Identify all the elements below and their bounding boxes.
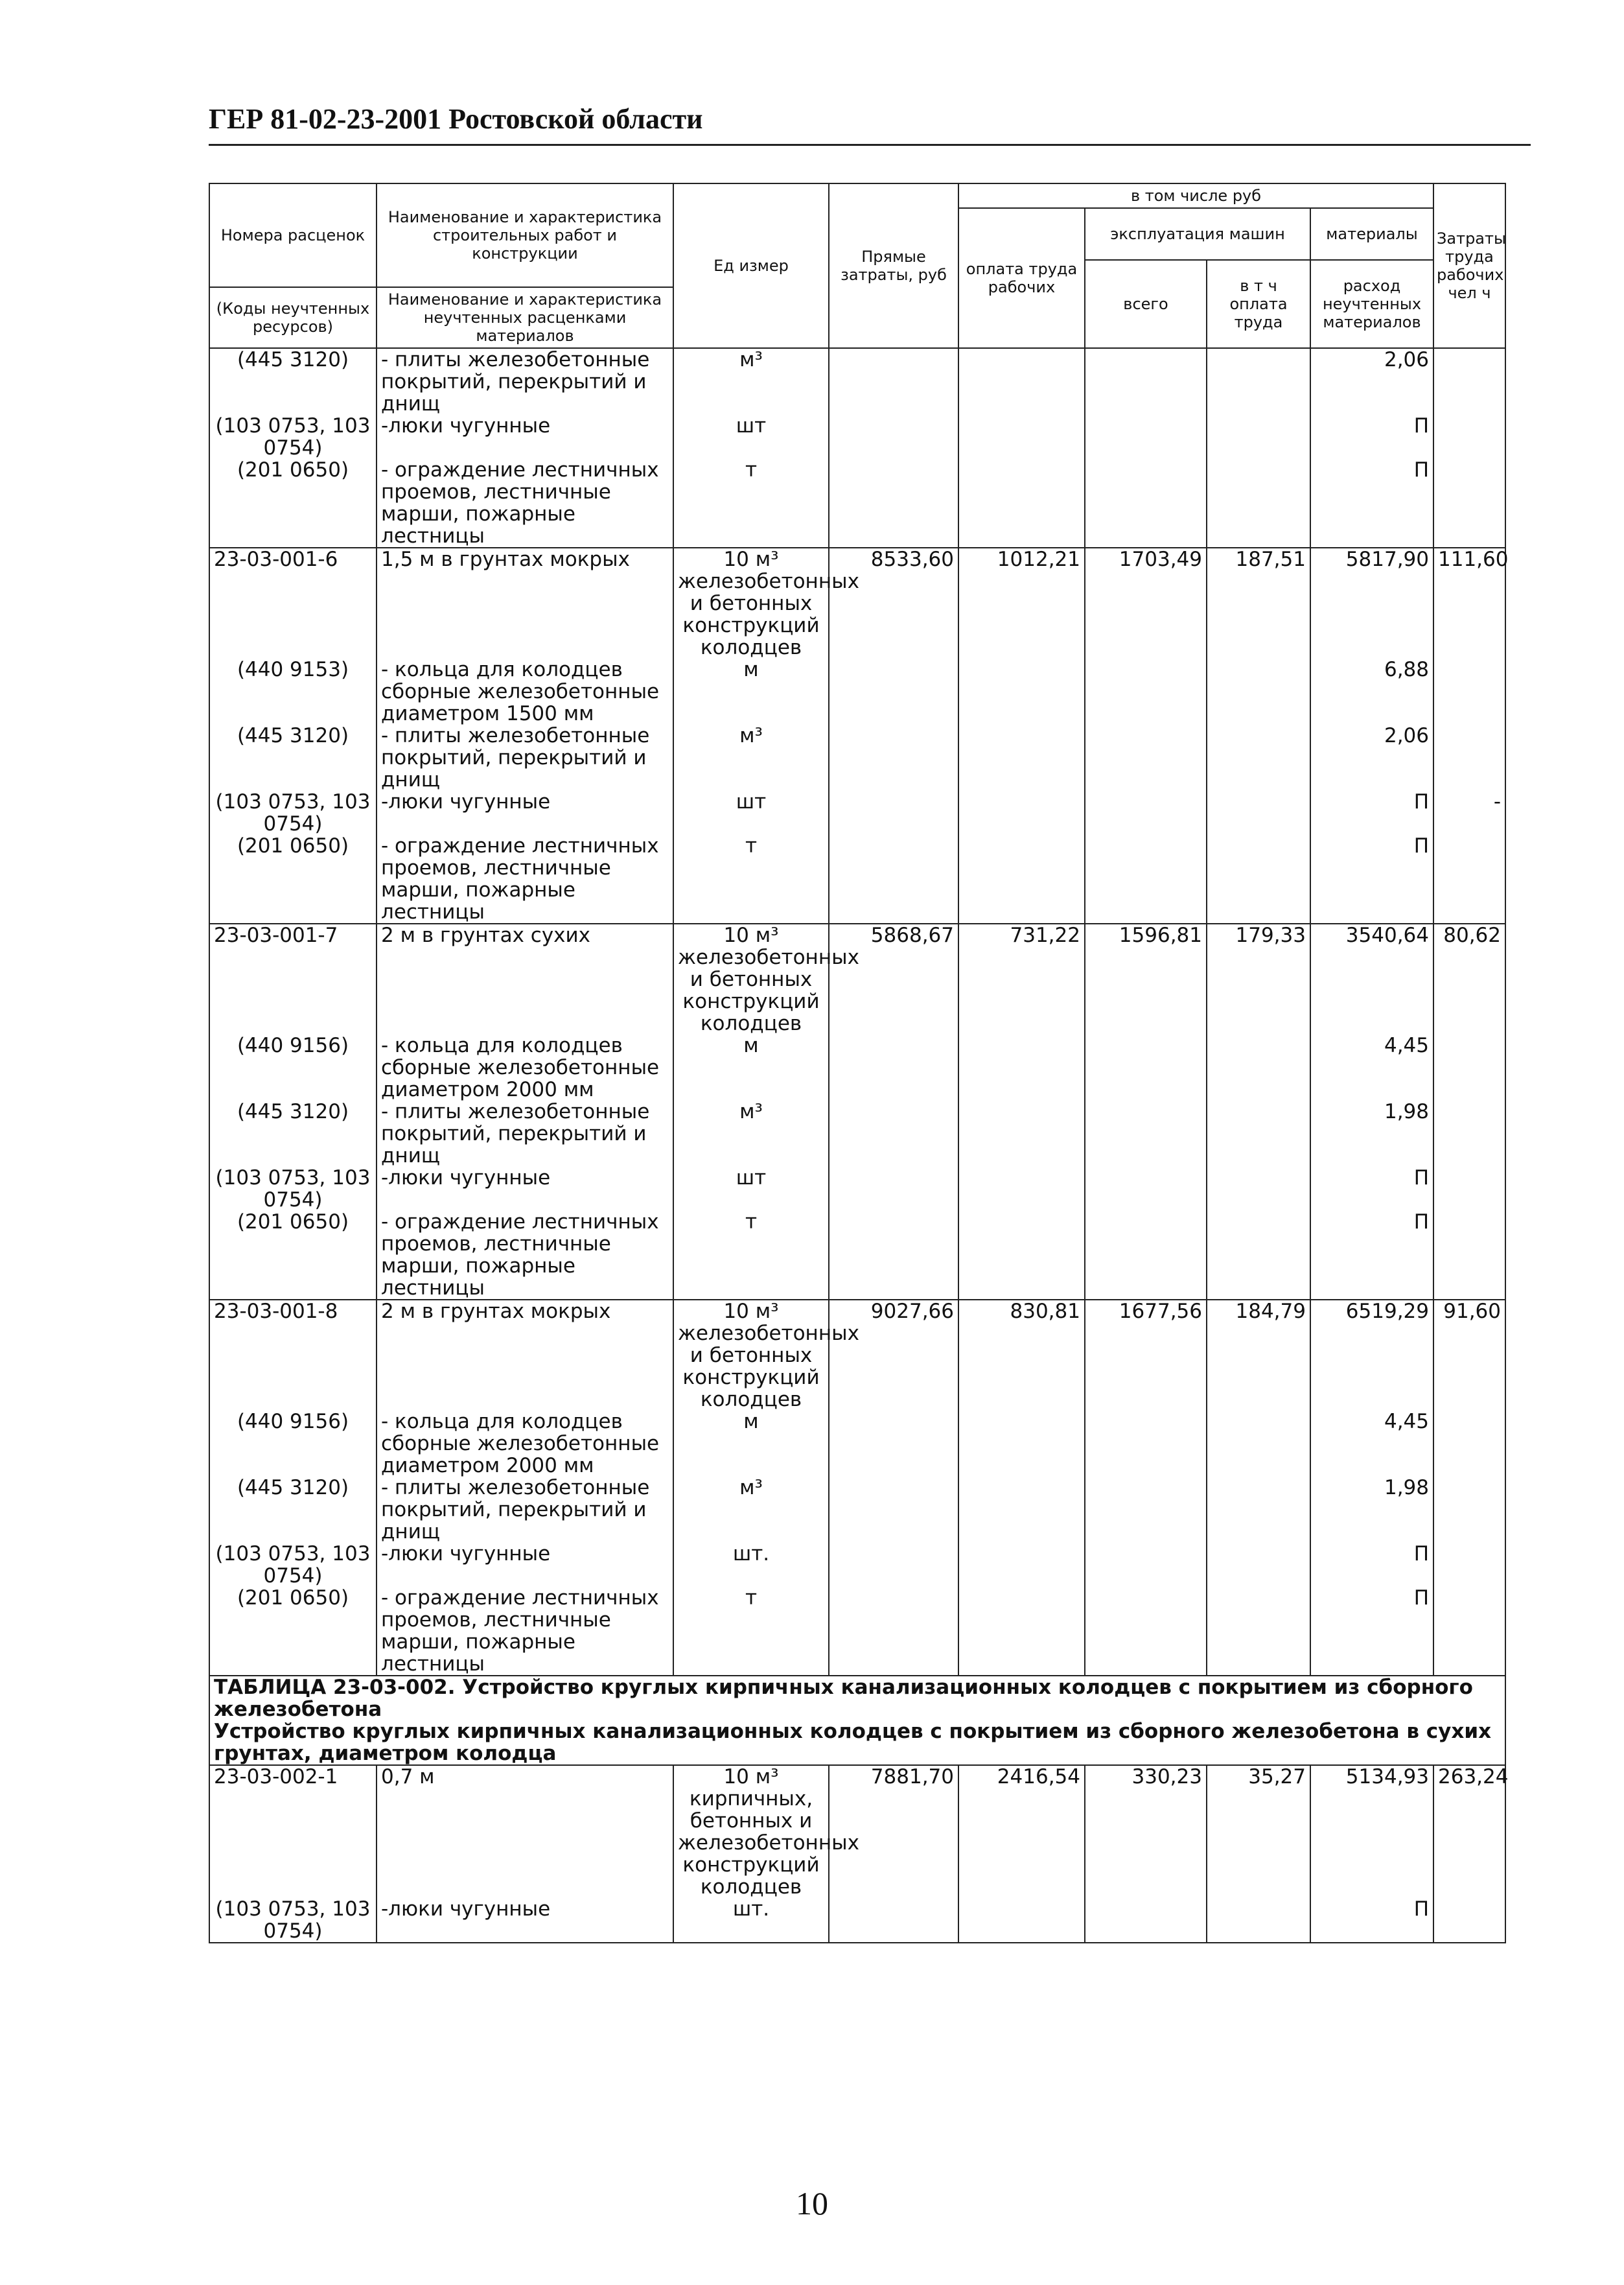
machines-total [1085,659,1207,725]
direct-cost [829,1101,958,1167]
labor-hours [1433,1898,1505,1943]
row-code: (201 0650) [209,1211,377,1300]
direct-cost [829,1035,958,1101]
labor-hours [1433,1035,1505,1101]
machines-total [1085,1101,1207,1167]
labor-pay: 1012,21 [958,548,1085,659]
row-unit: м [673,659,829,725]
labor-hours: 91,60 [1433,1300,1505,1411]
row-code: (445 3120) [209,1477,377,1543]
machines-labor-pay [1207,415,1310,459]
row-unit: т [673,1587,829,1676]
table-group [209,924,1505,1300]
labor-hours [1433,835,1505,924]
labor-pay [958,725,1085,791]
row-unit: 10 м³ железобетонных и бетонных конструкций колодцев [673,1300,829,1411]
row-code: (103 0753, 103 0754) [209,415,377,459]
labor-hours [1433,1543,1505,1587]
row-code: (440 9156) [209,1411,377,1477]
header-materials: материалы [1310,208,1433,260]
machines-labor-pay [1207,459,1310,548]
labor-hours [1433,1587,1505,1676]
header-pay: оплата труда рабочих [958,208,1085,348]
direct-cost [829,1167,958,1211]
row-name: 2 м в грунтах мокрых [377,1300,673,1411]
labor-pay [958,1101,1085,1167]
table-group [209,348,1505,548]
machines-labor-pay [1207,348,1310,415]
row-code: (445 3120) [209,348,377,415]
row-name: - кольца для колодцев сборные железобетонные диаметром 2000 мм [377,1035,673,1101]
row-unit: шт. [673,1543,829,1587]
labor-pay [958,1543,1085,1587]
machines-total: 330,23 [1085,1765,1207,1898]
header-total: всего [1085,260,1207,348]
machines-labor-pay [1207,1167,1310,1211]
row-code: (201 0650) [209,1587,377,1676]
row-unit: 10 м³ железобетонных и бетонных конструкций колодцев [673,924,829,1035]
row-name: - ограждение лестничных проемов, лестничные марши, пожарные лестницы [377,459,673,548]
row-code: (440 9156) [209,1035,377,1101]
row-code: (103 0753, 103 0754) [209,791,377,835]
row-unit: т [673,459,829,548]
row-unit: шт [673,1167,829,1211]
machines-labor-pay [1207,1101,1310,1167]
row-unit: т [673,835,829,924]
labor-pay [958,459,1085,548]
machines-total [1085,1898,1207,1943]
row-code: (103 0753, 103 0754) [209,1898,377,1943]
labor-hours [1433,1211,1505,1300]
materials-consumption: П [1310,1543,1433,1587]
row-code: 23-03-001-6 [209,548,377,659]
row-unit: м [673,1035,829,1101]
table-header [209,183,1505,348]
machines-labor-pay: 179,33 [1207,924,1310,1035]
row-unit: шт. [673,1898,829,1943]
resource-row [209,1167,1505,1211]
materials-consumption: П [1310,791,1433,835]
machines-labor-pay: 184,79 [1207,1300,1310,1411]
row-code: (103 0753, 103 0754) [209,1167,377,1211]
resource-row [209,1211,1505,1300]
labor-hours [1433,1477,1505,1543]
machines-labor-pay [1207,1411,1310,1477]
machines-total [1085,348,1207,415]
labor-hours [1433,725,1505,791]
row-code: (445 3120) [209,1101,377,1167]
row-code: (440 9153) [209,659,377,725]
materials-consumption: 1,98 [1310,1477,1433,1543]
materials-consumption: П [1310,1211,1433,1300]
row-code: 23-03-001-8 [209,1300,377,1411]
labor-pay [958,348,1085,415]
labor-pay [958,1035,1085,1101]
materials-consumption: 4,45 [1310,1035,1433,1101]
direct-cost [829,1211,958,1300]
labor-hours [1433,1167,1505,1211]
machines-labor-pay [1207,1035,1310,1101]
row-unit: м [673,1411,829,1477]
materials-consumption: 2,06 [1310,348,1433,415]
page-number: 10 [796,2185,828,2221]
row-name: - ограждение лестничных проемов, лестничные марши, пожарные лестницы [377,1211,673,1300]
machines-labor-pay [1207,659,1310,725]
resource-row [209,725,1505,791]
machines-labor-pay [1207,1587,1310,1676]
resource-row [209,1035,1505,1101]
row-code: 23-03-002-1 [209,1765,377,1898]
labor-hours [1433,459,1505,548]
resource-row [209,659,1505,725]
table-group [209,1765,1509,1943]
direct-cost: 5868,67 [829,924,958,1035]
materials-consumption: П [1310,459,1433,548]
labor-hours [1433,415,1505,459]
row-name: - плиты железобетонные покрытий, перекрытий и днищ [377,725,673,791]
resource-row [209,1587,1505,1676]
labor-hours: 80,62 [1433,924,1505,1035]
resource-row [209,1101,1505,1167]
direct-cost [829,835,958,924]
labor-hours [1433,659,1505,725]
price-row [209,1300,1505,1411]
row-unit: 10 м³ железобетонных и бетонных конструкций колодцев [673,548,829,659]
machines-total [1085,791,1207,835]
direct-cost [829,659,958,725]
labor-pay [958,1211,1085,1300]
labor-pay [958,659,1085,725]
machines-labor-pay [1207,791,1310,835]
machines-labor-pay [1207,835,1310,924]
machines-labor-pay [1207,1477,1310,1543]
row-name: -люки чугунные [377,1167,673,1211]
resource-row [209,459,1505,548]
row-name: -люки чугунные [377,1898,673,1943]
materials-consumption: П [1310,1898,1433,1943]
direct-cost: 7881,70 [829,1765,958,1898]
price-row [209,924,1505,1035]
row-name: 0,7 м [377,1765,673,1898]
header-name-top: Наименование и характеристика строительных работ и конструкции [377,183,673,287]
table-group [209,1300,1505,1676]
labor-pay [958,1898,1085,1943]
labor-pay: 731,22 [958,924,1085,1035]
row-name: - плиты железобетонные покрытий, перекрытий и днищ [377,348,673,415]
row-name: -люки чугунные [377,415,673,459]
machines-total: 1596,81 [1085,924,1207,1035]
materials-consumption: П [1310,1167,1433,1211]
labor-hours: 111,60 [1433,548,1505,659]
machines-total [1085,1167,1207,1211]
machines-total [1085,1477,1207,1543]
machines-labor-pay [1207,1543,1310,1587]
row-unit: т [673,1211,829,1300]
resource-row [209,415,1505,459]
resource-row [209,1543,1505,1587]
resource-row [209,1411,1505,1477]
materials-consumption: 2,06 [1310,725,1433,791]
row-name: -люки чугунные [377,791,673,835]
row-unit: м³ [673,348,829,415]
header-name-bottom: Наименование и характеристика неучтенных расценками материалов [377,287,673,348]
labor-hours [1433,1101,1505,1167]
direct-cost [829,1898,958,1943]
direct-cost [829,1477,958,1543]
row-name: -люки чугунные [377,1543,673,1587]
price-table [209,183,1509,1943]
row-code: (445 3120) [209,725,377,791]
materials-consumption: П [1310,415,1433,459]
direct-cost [829,1543,958,1587]
machines-total [1085,1211,1207,1300]
materials-consumption: 4,45 [1310,1411,1433,1477]
labor-hours [1433,348,1505,415]
machines-total [1085,1543,1207,1587]
labor-pay [958,1167,1085,1211]
row-code: (201 0650) [209,459,377,548]
row-name: - кольца для колодцев сборные железобетонные диаметром 1500 мм [377,659,673,725]
row-unit: шт [673,415,829,459]
row-unit: м³ [673,725,829,791]
row-name: - кольца для колодцев сборные железобетонные диаметром 2000 мм [377,1411,673,1477]
labor-hours: - [1433,791,1505,835]
direct-cost: 8533,60 [829,548,958,659]
resource-row [209,1898,1505,1943]
labor-pay: 830,81 [958,1300,1085,1411]
materials-cost: 5134,93 [1310,1765,1433,1898]
row-name: - плиты железобетонные покрытий, перекрытий и днищ [377,1101,673,1167]
labor-pay: 2416,54 [958,1765,1085,1898]
row-name: 1,5 м в грунтах мокрых [377,548,673,659]
materials-cost: 5817,90 [1310,548,1433,659]
resource-row [209,1477,1505,1543]
machines-total [1085,725,1207,791]
page-header-title: ГЕР 81-02-23-2001 Ростовской области [209,103,703,135]
header-codes-top: Номера расценок [209,183,377,287]
section-title: ТАБЛИЦА 23-03-002. Устройство круглых кирпичных канализационных колодцев с покрытием из сборного железобетона [209,1676,1505,1720]
machines-labor-pay [1207,1898,1310,1943]
header-direct: Прямые затраты, руб [829,183,958,348]
machines-labor-pay [1207,725,1310,791]
resource-row [209,348,1505,415]
materials-consumption: П [1310,835,1433,924]
materials-cost: 6519,29 [1310,1300,1433,1411]
machines-total [1085,835,1207,924]
labor-pay [958,1477,1085,1543]
section-heading [209,1676,1505,1765]
machines-total [1085,459,1207,548]
direct-cost [829,725,958,791]
materials-consumption: 6,88 [1310,659,1433,725]
row-code: 23-03-001-7 [209,924,377,1035]
machines-total [1085,415,1207,459]
resource-row [209,791,1505,835]
direct-cost [829,348,958,415]
machines-total: 1677,56 [1085,1300,1207,1411]
row-code: (103 0753, 103 0754) [209,1543,377,1587]
direct-cost [829,1587,958,1676]
table-group [209,548,1509,924]
machines-labor-pay: 187,51 [1207,548,1310,659]
price-row [209,548,1505,659]
materials-consumption: 1,98 [1310,1101,1433,1167]
row-name: 2 м в грунтах сухих [377,924,673,1035]
price-row [209,1765,1505,1898]
direct-cost [829,459,958,548]
machines-total [1085,1035,1207,1101]
materials-cost: 3540,64 [1310,924,1433,1035]
header-machines: эксплуатация машин [1085,208,1310,260]
direct-cost [829,415,958,459]
machines-labor-pay: 35,27 [1207,1765,1310,1898]
header-unit: Ед измер [673,183,829,348]
header-incl: в том числе руб [958,183,1433,208]
direct-cost: 9027,66 [829,1300,958,1411]
machines-total [1085,1411,1207,1477]
direct-cost [829,791,958,835]
machines-total [1085,1587,1207,1676]
header-incl-pay: в т ч оплата труда [1207,260,1310,348]
labor-hours [1433,1411,1505,1477]
machines-total: 1703,49 [1085,548,1207,659]
labor-pay [958,835,1085,924]
row-code: (201 0650) [209,835,377,924]
labor-hours: 263,24 [1433,1765,1505,1898]
materials-consumption: П [1310,1587,1433,1676]
row-name: - ограждение лестничных проемов, лестничные марши, пожарные лестницы [377,835,673,924]
machines-labor-pay [1207,1211,1310,1300]
direct-cost [829,1411,958,1477]
row-unit: м³ [673,1101,829,1167]
header-codes-bottom: (Коды неучтенных ресурсов) [209,287,377,348]
resource-row [209,835,1505,924]
row-name: - ограждение лестничных проемов, лестничные марши, пожарные лестницы [377,1587,673,1676]
section-subtitle: Устройство круглых кирпичных канализационных колодцев с покрытием из сборного железобетона в сухих грунтах, диаметром колодца [209,1720,1505,1765]
labor-pay [958,791,1085,835]
row-unit: м³ [673,1477,829,1543]
labor-pay [958,1587,1085,1676]
labor-pay [958,415,1085,459]
row-unit: шт [673,791,829,835]
header-consumption: расход неучтенных материалов [1310,260,1433,348]
header-rule [209,144,1531,146]
row-name: - плиты железобетонные покрытий, перекрытий и днищ [377,1477,673,1543]
labor-pay [958,1411,1085,1477]
row-unit: 10 м³ кирпичных, бетонных и железобетонных конструкций колодцев [673,1765,829,1898]
header-labor: Затраты труда рабочих чел ч [1433,183,1505,348]
